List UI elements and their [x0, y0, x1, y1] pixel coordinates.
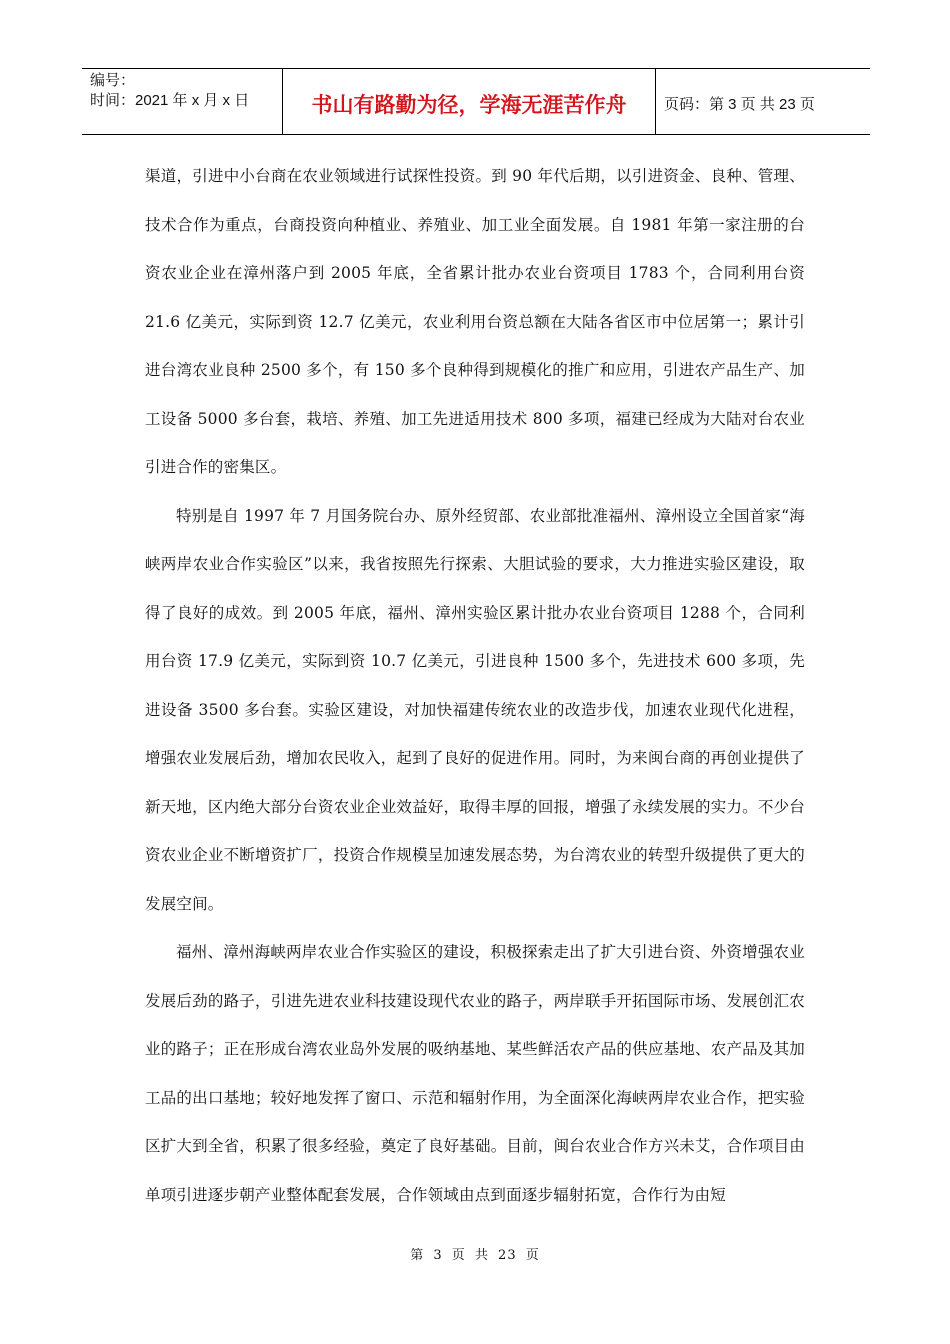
header-number-label: 编号： — [90, 72, 136, 89]
page-header — [82, 68, 870, 135]
paragraph-continued: 渠道，引进中小台商在农业领域进行试探性投资。到 90 年代后期，以引进资金、良种、管理、技术合作为重点，台商投资向种植业、养殖业、加工业全面发展。自 1981 年第一家注册的台资农业企业在漳州落户到 2005 年底，全省累计批办农业台资项目 1783 个，合同利用台资 21.6 亿美元，实际到资 12.7 亿美元，农业利用台资总额在大陆各省区市中位居第一；累计引进台湾农业良种 2500 多个，有 150 多个良种得到规模化的推广和应用，引进农产品生产、加工设备 5000 多台套，栽培、养殖、加工先进适用技术 800 多项，福建已经成为大陆对台农业引进合作的密集区。 — [145, 167, 805, 476]
header-meta-cell — [82, 69, 283, 134]
paragraph-zone-achievements: 福州、漳州海峡两岸农业合作实验区的建设，积极探索走出了扩大引进台资、外资增强农业发展后劲的路子，引进先进农业科技建设现代农业的路子，两岸联手开拓国际市场、发展创汇农业的路子；正在形成台湾农业岛外发展的吸纳基地、某些鲜活农产品的供应基地、农产品及其加工品的出口基地；较好地发挥了窗口、示范和辐射作用，为全面深化海峡两岸农业合作，把实验区扩大到全省，积累了很多经验，奠定了良好基础。目前，闽台农业合作方兴未艾，合作项目由单项引进逐步朝产业整体配套发展，合作领域由点到面逐步辐射拓宽，合作行为由短 — [145, 943, 805, 1204]
header-page-cell — [656, 69, 870, 134]
footer-page-number: 第 3 页 共 23 页 — [410, 1248, 540, 1263]
header-page-info: 页码：第 3 页 共 23 页 — [664, 96, 815, 113]
header-motto: 书山有路勤为径，学海无涯苦作舟 — [311, 92, 627, 117]
document-body — [145, 152, 805, 1219]
header-time-label: 时间：2021 年 x 月 x 日 — [90, 92, 250, 109]
page-footer — [0, 1244, 950, 1263]
header-motto-cell — [283, 69, 656, 134]
paragraph-experimental-zone: 特别是自 1997 年 7 月国务院台办、原外经贸部、农业部批准福州、漳州设立全国首家“海峡两岸农业合作实验区”以来，我省按照先行探索、大胆试验的要求，大力推进实验区建设，取得了良好的成效。到 2005 年底，福州、漳州实验区累计批办农业台资项目 1288 个，合同利用台资 17.9 亿美元，实际到资 10.7 亿美元，引进良种 1500 多个，先进技术 600 多项，先进设备 3500 多台套。实验区建设，对加快福建传统农业的改造步伐，加速农业现代化进程，增强农业发展后劲，增加农民收入，起到了良好的促进作用。同时，为来闽台商的再创业提供了新天地，区内绝大部分台资农业企业效益好，取得丰厚的回报，增强了永续发展的实力。不少台资农业企业不断增资扩厂，投资合作规模呈加速发展态势，为台湾农业的转型升级提供了更大的发展空间。 — [145, 506, 805, 913]
